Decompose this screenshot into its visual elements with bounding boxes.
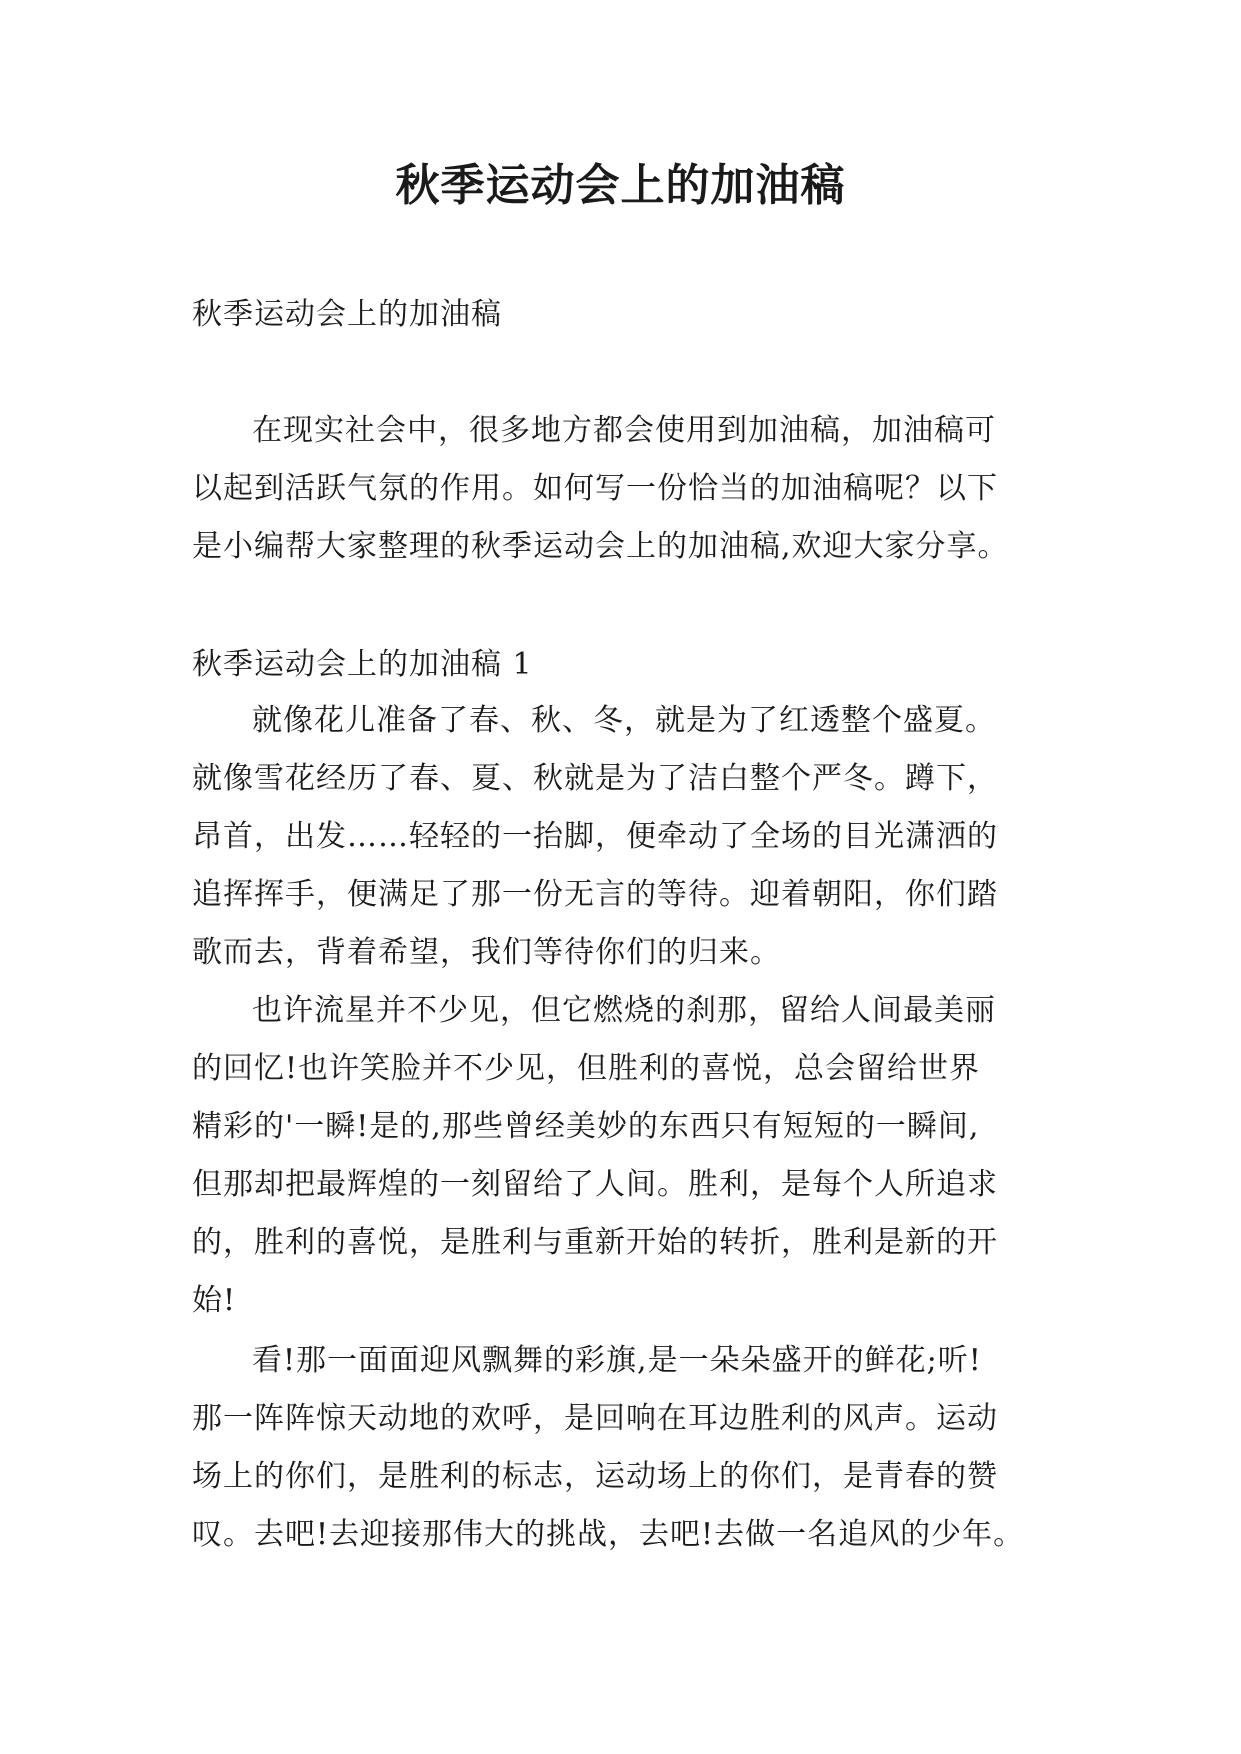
paragraph-line: 的回忆!也许笑脸并不少见，但胜利的喜悦，总会留给世界 [192, 1051, 981, 1086]
paragraph-line: 但那却把最辉煌的一刻留给了人间。胜利，是每个人所追求 [192, 1167, 998, 1202]
paragraph-line: 精彩的'一瞬!是的,那些曾经美妙的东西只有短短的一瞬间, [192, 1109, 980, 1144]
paragraph-line: 的，胜利的喜悦，是胜利与重新开始的转折，胜利是新的开 [192, 1225, 998, 1260]
section-heading: 秋季运动会上的加油稿 1 [192, 647, 533, 682]
paragraph-line: 追挥挥手，便满足了那一份无言的等待。迎着朝阳，你们踏 [192, 877, 998, 912]
paragraph-line: 就像雪花经历了春、夏、秋就是为了洁白整个严冬。蹲下， [192, 761, 998, 796]
document-subtitle: 秋季运动会上的加油稿 [192, 297, 502, 332]
paragraph-3 [192, 1332, 1062, 1564]
document-title: 秋季运动会上的加油稿 [395, 160, 846, 211]
paragraph-line: 那一阵阵惊天动地的欢呼，是回响在耳边胜利的风声。运动 [192, 1401, 998, 1436]
intro-paragraph [192, 402, 1062, 576]
paragraph-line: 也许流星并不少见，但它燃烧的刹那，留给人间最美丽 [252, 993, 996, 1028]
intro-line: 以起到活跃气氛的作用。如何写一份恰当的加油稿呢？以下 [192, 471, 998, 506]
paragraph-line: 就像花儿准备了春、秋、冬，就是为了红透整个盛夏。 [252, 703, 996, 738]
paragraph-line: 看!那一面面迎风飘舞的彩旗,是一朵朵盛开的鲜花;听! [252, 1343, 982, 1378]
paragraph-line: 昂首，出发……轻轻的一抬脚，便牵动了全场的目光潇洒的 [192, 819, 998, 854]
paragraph-1 [192, 692, 1062, 982]
paragraph-line: 歌而去，背着希望，我们等待你们的归来。 [192, 935, 781, 970]
paragraph-line: 叹。去吧!去迎接那伟大的挑战，去吧!去做一名追风的少年。 [192, 1517, 1025, 1552]
paragraph-line: 场上的你们，是胜利的标志，运动场上的你们，是青春的赞 [192, 1459, 998, 1494]
paragraph-line: 始! [192, 1283, 237, 1318]
paragraph-2 [192, 982, 1062, 1330]
intro-line: 在现实社会中，很多地方都会使用到加油稿，加油稿可 [252, 413, 996, 448]
intro-line: 是小编帮大家整理的秋季运动会上的加油稿,欢迎大家分享。 [192, 529, 1009, 564]
